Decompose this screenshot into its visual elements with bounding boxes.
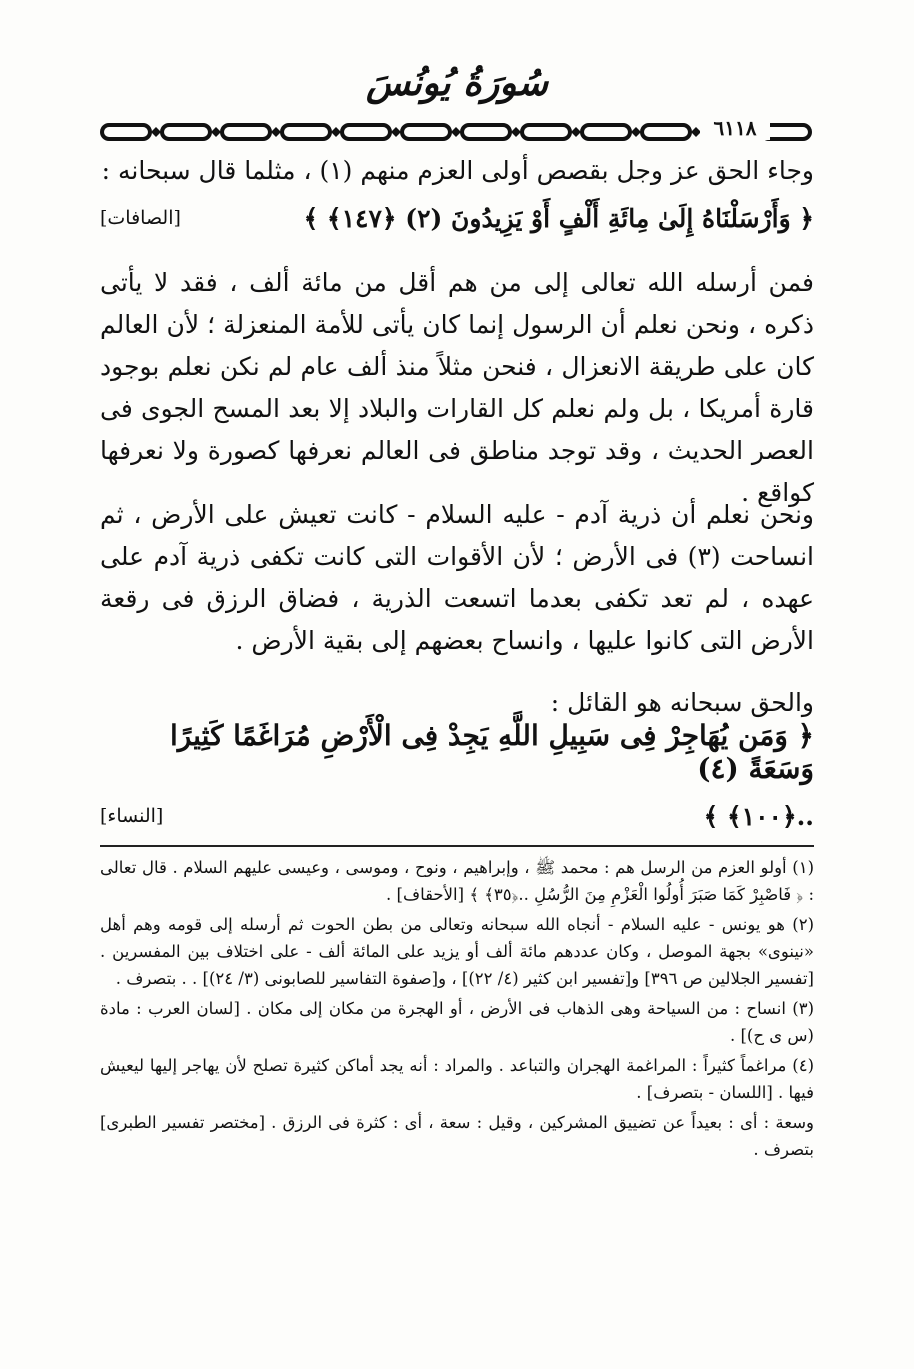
verse-text: ﴿ وَمَن يُهَاجِرْ فِى سَبِيلِ اللَّهِ يَجِدْ فِى الْأَرْضِ مُرَاغَمًا كَثِيرًا وَسَعَةً (٤) — [169, 719, 814, 785]
verse-nisa-end — [100, 796, 814, 836]
paragraph-intro: وجاء الحق عز وجل بقصص أولى العزم منهم (١) ، مثلما قال سبحانه : — [101, 156, 814, 185]
paragraph-adam: ونحن نعلم أن ذرية آدم - عليه السلام - كانت تعيش على الأرض ، ثم انساحت (٣) فى الأرض ؛ لأن الأقوات التى كانت تكفى ذرية آدم على عهده ، لم تعد تكفى بعدما اتسعت الذرية ، فضاق الرزق فى رقعة الأرض التى كانوا عليها ، وانساح بعضهم إلى بقية الأرض . — [100, 500, 814, 655]
page-number: ٦١١٨ — [700, 116, 770, 140]
footnote-3: (٣) انساح : من السياحة وهى الذهاب فى الأرض ، أو الهجرة من مكان إلى مكان . [لسان العرب : مادة (س ى ح)] . — [100, 999, 814, 1045]
footnote-1: (١) أولو العزم من الرسل هم : محمد ﷺ ، وإبراهيم ، ونوح ، وموسى ، وعيسى عليهم السلام . قال تعالى : ﴿ فَاصْبِرْ كَمَا صَبَرَ أُولُوا الْعَزْمِ مِنَ الرُّسُلِ ..﴿٣٥﴾ ﴾ [الأحقاف] . — [100, 858, 814, 904]
verse-reference: [النساء] — [100, 805, 164, 827]
footnotes — [100, 854, 814, 1166]
footnote-divider — [100, 845, 814, 847]
footnote-4: (٤) مراغماً كثيراً : المراغمة الهجران والتباعد . والمراد : أنه يجد أماكن كثيرة تصلح لأن يهاجر إليها ليعيش فيها . [اللسان - بتصرف] . — [100, 1056, 814, 1102]
verse-end: ..﴿١٠٠﴾ ﴾ — [703, 801, 814, 831]
paragraph-quote-intro: والحق سبحانه هو القائل : — [550, 688, 814, 717]
footnote-4-continued: وسعة : أى : بعيداً عن تضييق المشركين ، وقيل : سعة ، أى : كثرة فى الرزق . [مختصر تفسير الطبرى] بتصرف . — [100, 1113, 814, 1159]
footnote-2: (٢) هو يونس - عليه السلام - أنجاه الله سبحانه وتعالى من بطن الحوت ثم أرسله إلى قومه وهم أهل «نينوى» بجهة الموصل ، وكان عددهم مائة ألف أو يزيد على المائة ألف - على اختلاف بين المفسرين . [تفسير الجلالين ص ٣٩٦] و[تفسير ابن كثير (٤/ ٢٢)] ، و[صفوة التفاسير للصابونى (٣/ ٢٤)] . . بتصرف . — [100, 915, 814, 988]
verse-reference: [الصافات] — [100, 207, 181, 229]
verse-text: ﴿ وَأَرْسَلْنَاهُ إِلَىٰ مِائَةِ أَلْفٍ أَوْ يَزِيدُونَ (٢) ﴿١٤٧﴾ ﴾ — [303, 203, 814, 233]
verse-saffat — [100, 196, 814, 240]
verse-nisa — [100, 719, 814, 785]
surah-title: سُورَةُ يُونُسَ — [365, 62, 549, 104]
paragraph-isolation: فمن أرسله الله تعالى إلى من هم أقل من مائة ألف ، فقد لا يأتى ذكره ، ونحن نعلم أن الرسول إنما كان يأتى للأمة المنعزلة ؛ لأن العالم كان على طريقة الانعزال ، فنحن مثلاً منذ ألف عام لم نكن نعلم بوجود قارة أمريكا ، بل ولم نعلم كل القارات والبلاد إلا بعد المسح الجوى فى العصر الحديث ، وقد توجد مناطق فى العالم نعرفها كصورة ولا نعرفها كواقع . — [100, 268, 814, 507]
